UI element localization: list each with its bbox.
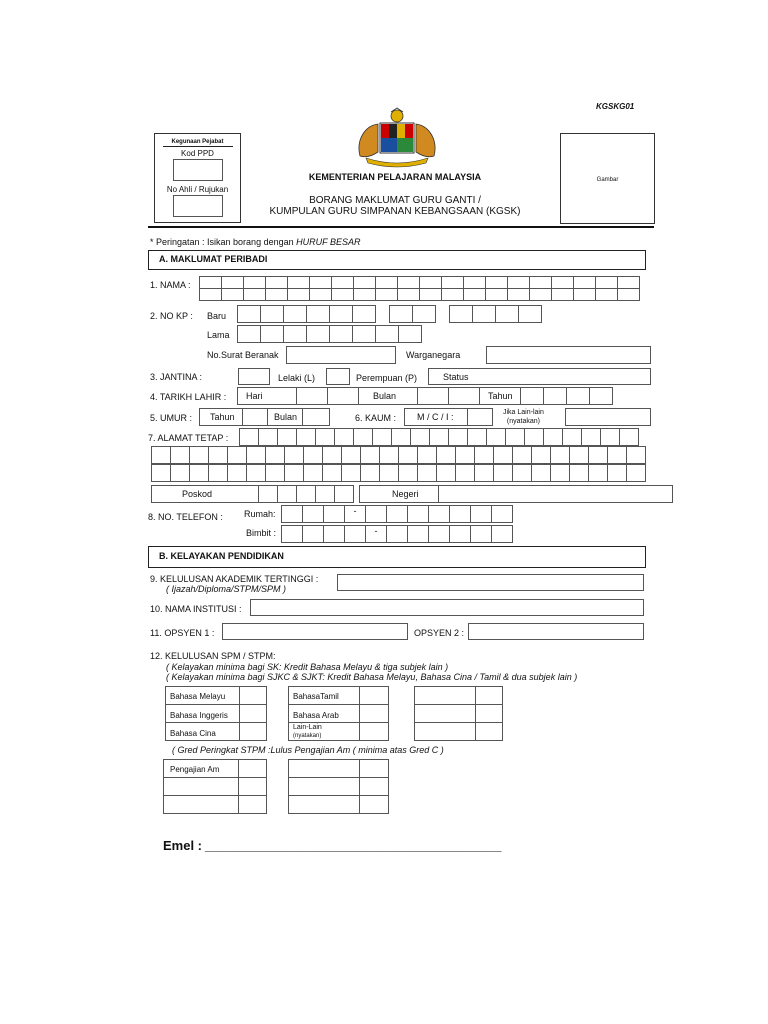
alamat-grid-2[interactable] [152,446,646,464]
umur-grid[interactable] [200,408,330,426]
kaum-label: 6. KAUM : [355,413,397,423]
q9-label: 9. KELULUSAN AKADEMIK TERTINGGI : [150,574,319,584]
lain-lain-note: Jika Lain-lain (nyatakan) [503,409,544,425]
nokp-baru-grid[interactable] [238,305,542,323]
umur-bulan-label: Bulan [267,408,303,426]
telefon-bimbit-grid[interactable]: - [282,525,513,543]
alamat-grid-3[interactable] [152,464,646,482]
perempuan-label: Perempuan (P) [356,373,418,383]
ministry-title: KEMENTERIAN PELAJARAN MALAYSIA [308,172,482,182]
section-a-header: A. MAKLUMAT PERIBADI [148,250,646,270]
q12-label: 12. KELULUSAN SPM / STPM: [150,651,276,661]
telefon-rumah-grid[interactable]: - [282,505,513,523]
kod-ppd-field[interactable] [173,159,223,181]
nama-grid-2[interactable] [200,288,640,301]
q12-note-b: ( Kelayakan minima bagi SJKC & SJKT: Kredit Bahasa Melayu, Bahasa Cina / Tamil & dua subjek lain ) [166,672,578,682]
stpm-note: ( Gred Peringkat STPM :Lulus Pengajian Am ( minima atas Gred C ) [172,745,444,755]
jantina-label: 3. JANTINA : [150,372,203,382]
office-use-heading: Kegunaan Pejabat [171,139,224,145]
nokp-baru-label: Baru [207,311,227,321]
q9-sub: ( Ijazah/Diploma/STPM/SPM ) [166,584,287,594]
nama-institusi-field[interactable] [250,599,644,616]
tarikh-lahir-label: 4. TARIKH LAHIR : [150,392,227,402]
warganegara-field[interactable] [486,346,651,364]
opsyen1-field[interactable] [222,623,408,640]
warganegara-label: Warganegara [406,350,461,360]
surat-beranak-field[interactable] [286,346,396,364]
malaysia-crest-icon [352,106,442,168]
lelaki-box[interactable] [238,368,270,385]
form-title-2: KUMPULAN GURU SIMPANAN KEBANGSAAN (KGSK) [269,206,521,217]
alamat-grid-1[interactable] [240,428,639,446]
opsyen2-label: OPSYEN 2 : [414,628,465,638]
q11-label: 11. OPSYEN 1 : [150,628,215,638]
perempuan-box[interactable] [326,368,350,385]
photo-box [560,133,655,224]
form-code: KGSKG01 [596,102,635,111]
opsyen2-field[interactable] [468,623,644,640]
nokp-lama-label: Lama [207,330,230,340]
no-ahli-label: No Ahli / Rujukan [166,185,229,194]
lelaki-label: Lelaki (L) [278,373,316,383]
poskod-negeri-row[interactable] [152,485,673,503]
form-title-1: BORANG MAKLUMAT GURU GANTI / [309,195,481,206]
kaum-grid[interactable] [405,408,493,426]
telefon-label: 8. NO. TELEFON : [148,512,223,522]
poskod-label: Poskod [151,485,259,503]
alamat-label: 7. ALAMAT TETAP : [148,433,229,443]
no-ahli-field[interactable] [173,195,223,217]
umur-tahun-label: Tahun [199,408,243,426]
hari-label: Hari [237,387,297,405]
rumah-label: Rumah: [244,509,276,519]
nama-label: 1. NAMA : [150,280,191,290]
warning: * Peringatan : Isikan borang dengan HURUF BESAR [150,237,361,247]
office-use-box [154,133,241,223]
tahun-label: Tahun [479,387,521,405]
mci-label: M / C / I : [404,408,468,426]
photo-label: Gambar [596,177,619,183]
q12-note-a: ( Kelayakan minima bagi SK: Kredit Bahasa Melayu & tiga subjek lain ) [166,662,449,672]
emel-label: Emel : [163,838,203,853]
section-b-header: B. KELAYAKAN PENDIDIKAN [148,546,646,568]
kod-ppd-label: Kod PPD [181,149,214,158]
q10-label: 10. NAMA INSTITUSI : [150,604,242,614]
nokp-lama-grid[interactable] [238,325,422,343]
kaum-lain-field[interactable] [565,408,651,426]
bimbit-label: Bimbit : [246,528,277,538]
nokp-label: 2. NO KP : [150,311,193,321]
status-field[interactable] [428,368,651,385]
kelulusan-akademik-field[interactable] [337,574,644,591]
emel-line[interactable]: _________________________________________ [205,838,502,853]
bulan-label: Bulan [358,387,418,405]
umur-label: 5. UMUR : [150,413,193,423]
negeri-label: Negeri [359,485,439,503]
status-label: Status [443,372,469,382]
tarikh-lahir-grid[interactable] [238,387,613,405]
surat-beranak-label: No.Surat Beranak [207,350,279,360]
header-rule [148,226,654,228]
